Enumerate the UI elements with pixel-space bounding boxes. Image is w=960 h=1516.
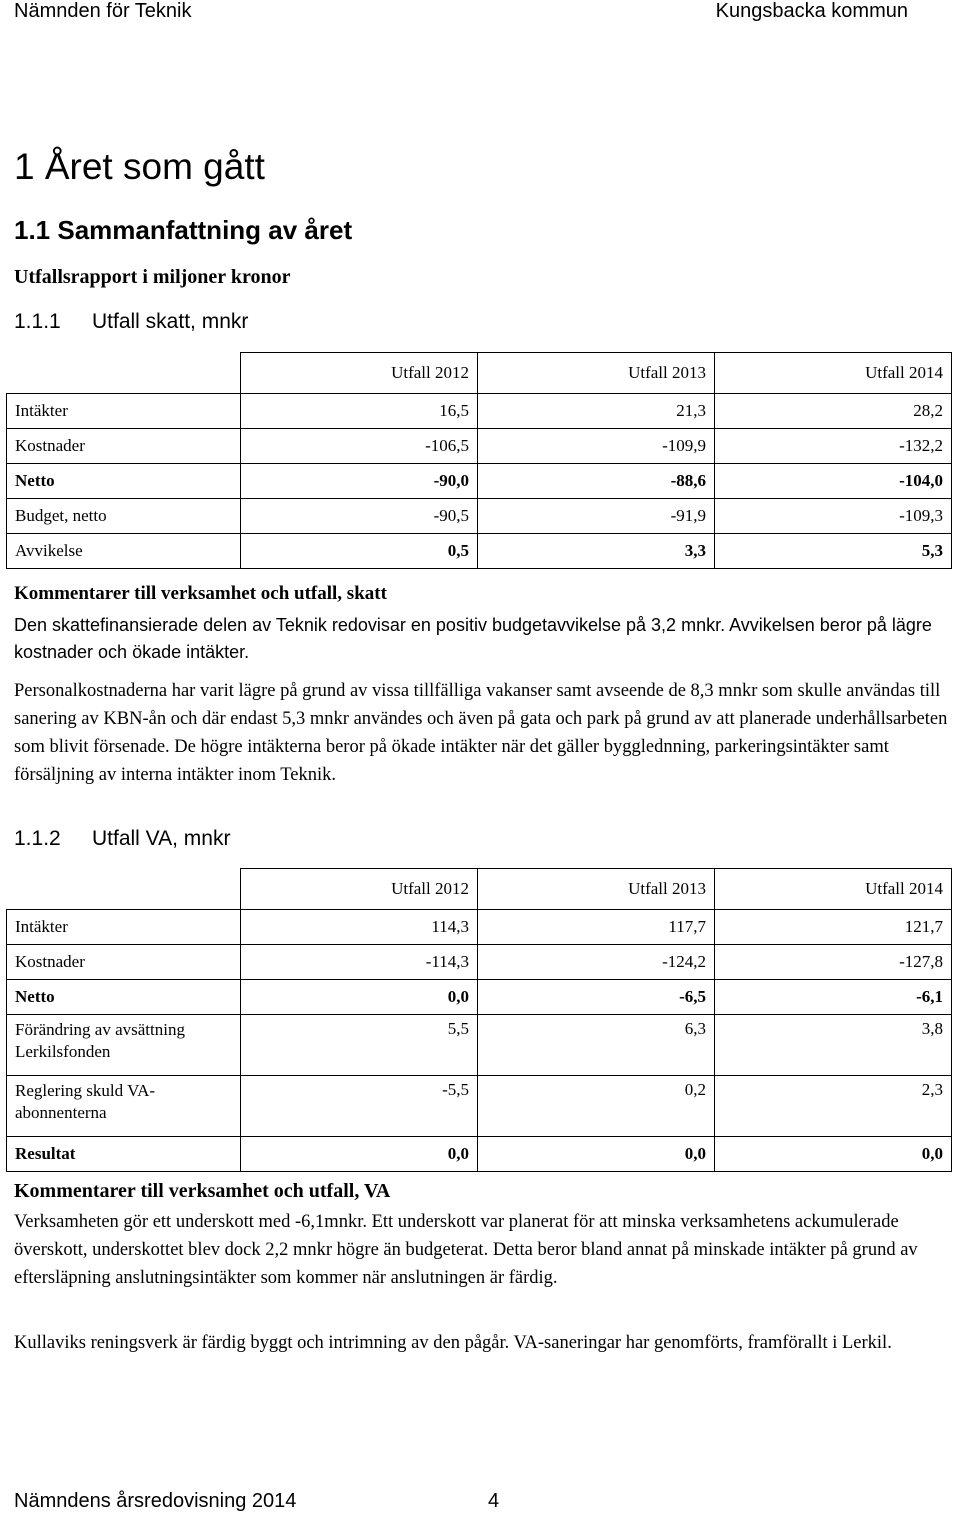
va-comment-paragraph: Kullaviks reningsverk är färdig byggt och intrimning av den pågår. VA-saneringar har genomförts, framförallt i Lerkil. [14, 1333, 892, 1353]
cell-value: -88,6 [478, 464, 715, 499]
tax-comment-paragraph: Den skattefinansierade delen av Teknik redovisar en positiv budgetavvikelse på 3,2 mnkr. Avvikelsen beror på lägre kostnader och ökade intäkter. [14, 615, 932, 662]
cell-value: 16,5 [241, 394, 478, 429]
row-label: Kostnader [7, 429, 241, 464]
row-label: Avvikelse [7, 534, 241, 569]
cell-value: 5,3 [715, 534, 952, 569]
row-label: Reglering skuld VA-abonnenterna [7, 1076, 241, 1137]
cell-value: 3,3 [478, 534, 715, 569]
row-label: Kostnader [7, 945, 241, 980]
cell-value: -109,3 [715, 499, 952, 534]
table-row [7, 534, 952, 569]
table-row [7, 499, 952, 534]
column-header: Utfall 2014 [715, 869, 952, 910]
row-label: Netto [7, 980, 241, 1015]
table-row [7, 1076, 952, 1137]
subsection-heading: Utfallsrapport i miljoner kronor [14, 266, 291, 288]
cell-value: -106,5 [241, 429, 478, 464]
cell-value: 121,7 [715, 910, 952, 945]
table-row [7, 464, 952, 499]
cell-value: 117,7 [478, 910, 715, 945]
table-row [7, 394, 952, 429]
header-left: Nämnden för Teknik [14, 0, 192, 22]
page-title: 1 Året som gått [14, 146, 265, 187]
row-label: Budget, netto [7, 499, 241, 534]
section1-title: Utfall skatt, mnkr [92, 310, 249, 333]
column-header: Utfall 2014 [715, 353, 952, 394]
cell-value: -124,2 [478, 945, 715, 980]
cell-value: 0,5 [241, 534, 478, 569]
tax-outcome-table [6, 352, 952, 569]
va-comment-title: Kommentarer till verksamhet och utfall, VA [14, 1180, 391, 1202]
cell-value: -6,5 [478, 980, 715, 1015]
cell-value: 0,0 [715, 1137, 952, 1172]
cell-value: 0,0 [241, 980, 478, 1015]
table-row [7, 945, 952, 980]
cell-value: -114,3 [241, 945, 478, 980]
table-header-row [7, 353, 952, 394]
tax-comment-paragraph: Personalkostnaderna har varit lägre på grund av vissa tillfälliga vakanser samt avseende de 8,3 mnkr som skulle användas till sanering av KBN-ån och där endast 5,3 mnkr användes och även på gata och park på grund av att planerade underhållsarbeten som blivit försenade. De högre intäkterna beror på ökade intäkter när det gäller bygglednning, parkeringsintäkter samt försäljning av interna intäkter inom Teknik. [14, 681, 948, 785]
column-header: Utfall 2012 [241, 353, 478, 394]
cell-value: 28,2 [715, 394, 952, 429]
column-header: Utfall 2012 [241, 869, 478, 910]
cell-value: 0,0 [478, 1137, 715, 1172]
cell-value: 21,3 [478, 394, 715, 429]
table-row [7, 429, 952, 464]
row-label: Resultat [7, 1137, 241, 1172]
cell-value: -127,8 [715, 945, 952, 980]
header-right: Kungsbacka kommun [715, 0, 908, 22]
page-number: 4 [488, 1490, 500, 1512]
table-row [7, 910, 952, 945]
table-corner [7, 353, 241, 394]
table-row [7, 1137, 952, 1172]
table-header-row [7, 869, 952, 910]
section1-number: 1.1.1 [14, 310, 61, 333]
cell-value: -90,5 [241, 499, 478, 534]
cell-value: -104,0 [715, 464, 952, 499]
cell-value: 5,5 [241, 1015, 478, 1076]
va-outcome-table [6, 868, 952, 1172]
cell-value: 2,3 [715, 1076, 952, 1137]
cell-value: -5,5 [241, 1076, 478, 1137]
cell-value: 3,8 [715, 1015, 952, 1076]
cell-value: -90,0 [241, 464, 478, 499]
cell-value: -6,1 [715, 980, 952, 1015]
section2-number: 1.1.2 [14, 827, 61, 850]
cell-value: 0,0 [241, 1137, 478, 1172]
row-label: Intäkter [7, 910, 241, 945]
tax-comment-title: Kommentarer till verksamhet och utfall, skatt [14, 583, 387, 604]
row-label: Netto [7, 464, 241, 499]
cell-value: -91,9 [478, 499, 715, 534]
footer-title: Nämndens årsredovisning 2014 [14, 1490, 297, 1512]
cell-value: 6,3 [478, 1015, 715, 1076]
row-label: Förändring av avsättning Lerkilsfonden [7, 1015, 241, 1076]
column-header: Utfall 2013 [478, 353, 715, 394]
section2-title: Utfall VA, mnkr [92, 827, 231, 850]
column-header: Utfall 2013 [478, 869, 715, 910]
row-label: Intäkter [7, 394, 241, 429]
table-row [7, 1015, 952, 1076]
cell-value: 0,2 [478, 1076, 715, 1137]
table-row [7, 980, 952, 1015]
section-heading: 1.1 Sammanfattning av året [14, 215, 353, 245]
section1-heading [14, 310, 248, 334]
va-comment-paragraph: Verksamheten gör ett underskott med -6,1mnkr. Ett underskott var planerat för att minska verksamhetens ackumulerade överskott, underskottet blev dock 2,2 mnkr högre än budgeterat. Detta beror bland annat på minskade intäkter på grund av eftersläpning anslutningsintäkter som kommer när anslutningen är färdig. [14, 1212, 918, 1288]
section2-heading [14, 827, 230, 851]
cell-value: -109,9 [478, 429, 715, 464]
table-corner [7, 869, 241, 910]
cell-value: -132,2 [715, 429, 952, 464]
cell-value: 114,3 [241, 910, 478, 945]
